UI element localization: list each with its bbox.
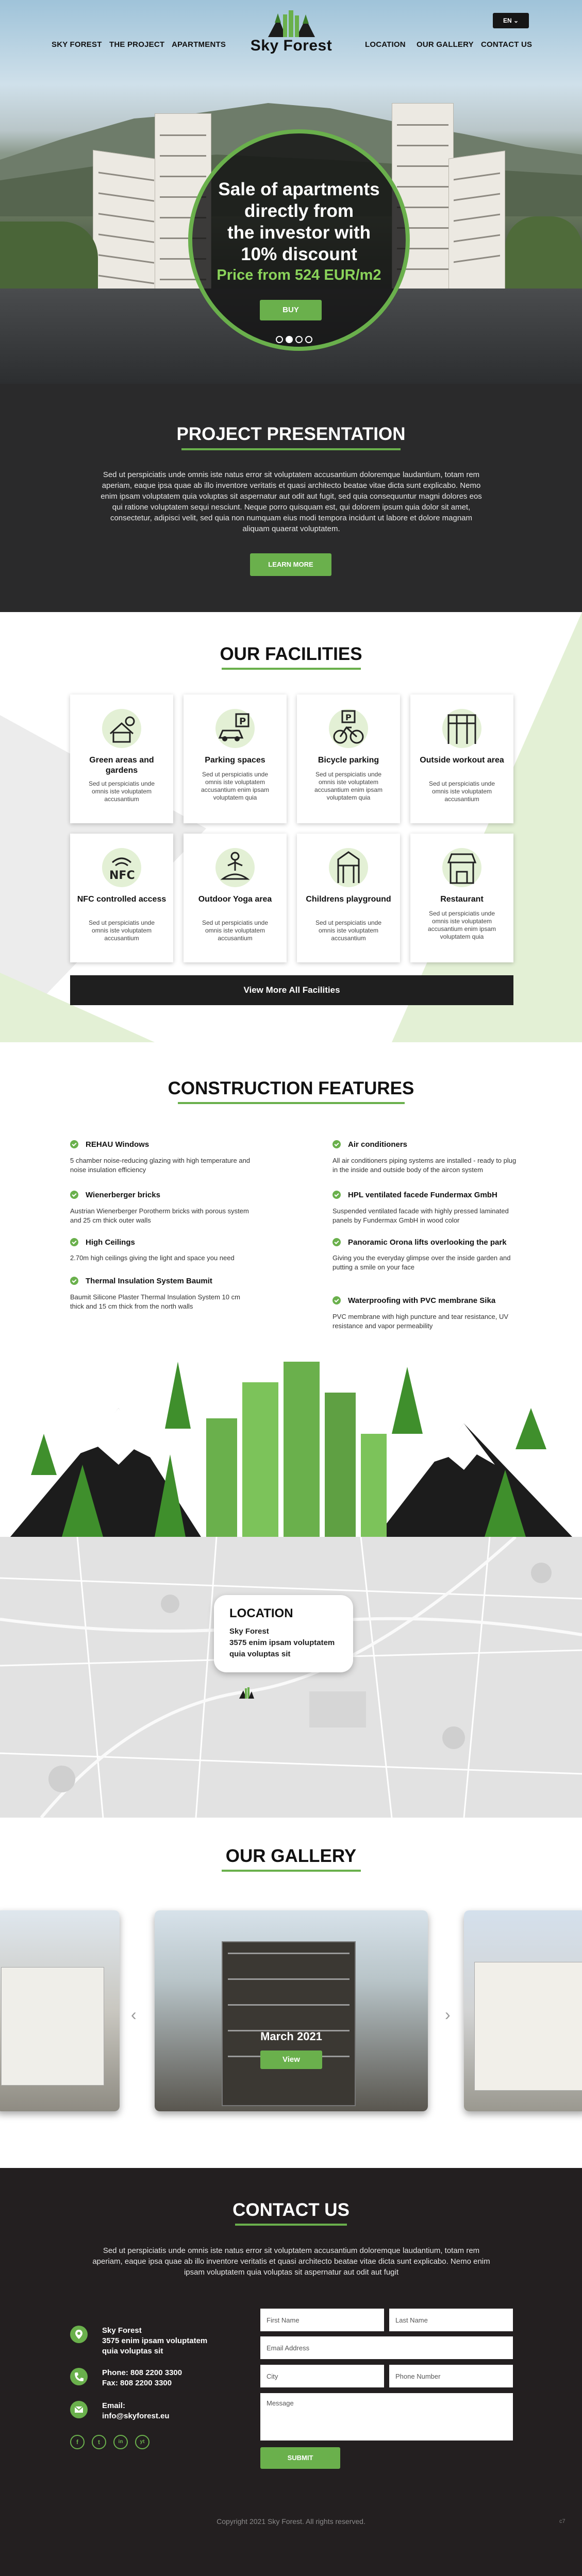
location-line: quia voluptas sit bbox=[229, 1650, 291, 1658]
presentation-title: PROJECT PRESENTATION bbox=[176, 424, 406, 444]
contact-section bbox=[0, 2168, 582, 2576]
building-image bbox=[222, 1941, 356, 2106]
feature-title: Air conditioners bbox=[348, 1140, 408, 1149]
phone-icon bbox=[70, 2368, 88, 2385]
youtube-icon[interactable]: yt bbox=[135, 2435, 149, 2449]
feature-title: REHAU Windows bbox=[86, 1140, 149, 1149]
message-field[interactable] bbox=[260, 2393, 513, 2441]
nav-item-the-project[interactable]: THE PROJECT bbox=[109, 40, 165, 49]
facility-desc: Sed ut perspiciatis unde omnis iste voluptatem accusantium enim ipsam voluptatem quia bbox=[427, 910, 496, 940]
building-image bbox=[474, 1962, 582, 2091]
svg-text:P: P bbox=[239, 716, 246, 727]
email-block bbox=[102, 2401, 170, 2421]
chevron-down-icon: ⌄ bbox=[513, 17, 519, 24]
location-line: 3575 enim ipsam voluptatem bbox=[229, 1638, 335, 1647]
email-label: Email: bbox=[102, 2401, 126, 2410]
title-underline bbox=[222, 668, 361, 670]
contact-title: CONTACT US bbox=[232, 2200, 350, 2220]
logo-text: Sky Forest bbox=[250, 37, 332, 54]
logo-buildings-icon bbox=[265, 7, 317, 38]
gallery-slide[interactable] bbox=[0, 1910, 120, 2111]
email-icon bbox=[70, 2401, 88, 2418]
check-icon bbox=[332, 1296, 341, 1304]
feature-title: High Ceilings bbox=[86, 1238, 135, 1247]
facility-title: Outside workout area bbox=[420, 756, 504, 765]
view-all-facilities-button[interactable]: View More All Facilities bbox=[70, 975, 513, 1005]
forest-illustration bbox=[0, 1346, 582, 1537]
address-line: Sky Forest bbox=[102, 2326, 142, 2335]
svg-text:NFC: NFC bbox=[109, 869, 135, 882]
location-pin-icon bbox=[70, 2326, 88, 2343]
gallery-slide-active[interactable] bbox=[155, 1910, 428, 2111]
yoga-icon bbox=[214, 847, 256, 888]
phone-field[interactable] bbox=[389, 2365, 513, 2387]
title-underline bbox=[222, 1870, 361, 1872]
feature-title: HPL ventilated facede Fundermax GmbH bbox=[348, 1191, 497, 1199]
facility-desc: Sed ut perspiciatis unde omnis iste voluptatem accusantium bbox=[88, 780, 155, 803]
facility-card[interactable] bbox=[410, 834, 513, 962]
chevron-right-icon[interactable]: › bbox=[445, 2005, 451, 2024]
email-link[interactable]: info@skyforest.eu bbox=[102, 2412, 170, 2420]
nfc-icon bbox=[101, 847, 142, 888]
map-pin-icon[interactable] bbox=[238, 1686, 255, 1700]
hero-title-line: Sale of apartments bbox=[218, 179, 380, 199]
check-icon bbox=[70, 1238, 78, 1246]
feature-desc: Giving you the everyday glimpse over the inside garden and putting a smile on your face bbox=[332, 1254, 511, 1271]
location-section bbox=[0, 1537, 582, 1818]
address-line: quia voluptas sit bbox=[102, 2347, 163, 2355]
facilities-section bbox=[0, 612, 582, 1042]
location-line: Sky Forest bbox=[229, 1627, 269, 1636]
facility-card[interactable] bbox=[70, 834, 173, 962]
feature-desc: All air conditioners piping systems are installed - ready to plug in the inside and outside body of the aircon system bbox=[332, 1157, 517, 1174]
check-icon bbox=[332, 1140, 341, 1148]
address-line: 3575 enim ipsam voluptatem bbox=[102, 2336, 208, 2345]
facility-title: Childrens playground bbox=[306, 895, 391, 904]
feature-desc: 2.70m high ceilings giving the light and space you need bbox=[70, 1254, 235, 1262]
facility-desc: Sed ut perspiciatis unde omnis iste voluptatem accusantium bbox=[202, 919, 269, 942]
construction-title: CONSTRUCTION FEATURES bbox=[168, 1078, 414, 1098]
learn-more-button[interactable]: LEARN MORE bbox=[250, 553, 331, 576]
building-right bbox=[448, 150, 505, 297]
facility-card[interactable] bbox=[410, 694, 513, 823]
nav-item-sky-forest[interactable]: SKY FOREST bbox=[52, 40, 102, 49]
hero-title-line: 10% discount bbox=[241, 244, 357, 264]
language-selector[interactable] bbox=[493, 13, 529, 28]
slider-dots bbox=[276, 336, 317, 344]
title-underline bbox=[235, 2224, 347, 2226]
facility-card[interactable] bbox=[184, 834, 287, 962]
workout-icon bbox=[441, 708, 483, 749]
svg-text:P: P bbox=[345, 713, 352, 722]
view-button[interactable]: View bbox=[260, 2050, 322, 2069]
facility-desc: Sed ut perspiciatis unde omnis iste voluptatem accusantium enim ipsam voluptatem quia bbox=[314, 771, 383, 801]
facebook-icon[interactable]: f bbox=[70, 2435, 85, 2449]
linkedin-icon[interactable]: in bbox=[113, 2435, 128, 2449]
bicycle-icon bbox=[328, 708, 369, 749]
phone-number[interactable]: Phone: 808 2200 3300 bbox=[102, 2368, 182, 2377]
check-icon bbox=[70, 1277, 78, 1285]
feature-title: Wienerberger bricks bbox=[86, 1191, 160, 1199]
hero-section bbox=[0, 0, 582, 384]
building-left bbox=[93, 150, 160, 309]
check-icon bbox=[70, 1191, 78, 1199]
nav-item-contact-us[interactable]: CONTACT US bbox=[481, 40, 533, 49]
location-card bbox=[214, 1595, 353, 1672]
slider-dot-active[interactable] bbox=[286, 336, 293, 343]
check-icon bbox=[332, 1238, 341, 1246]
facility-desc: Sed ut perspiciatis unde omnis iste voluptatem accusantium enim ipsam voluptatem quia bbox=[201, 771, 270, 801]
gallery-title: OUR GALLERY bbox=[225, 1846, 357, 1866]
feature-title: Waterproofing with PVC membrane Sika bbox=[348, 1296, 496, 1305]
gallery-slide[interactable] bbox=[464, 1910, 582, 2111]
submit-button[interactable]: SUBMIT bbox=[260, 2447, 340, 2469]
facility-desc: Sed ut perspiciatis unde omnis iste voluptatem accusantium bbox=[428, 780, 495, 803]
gallery-caption: March 2021 bbox=[260, 2030, 322, 2043]
buy-button[interactable]: BUY bbox=[260, 300, 322, 320]
slider-dot[interactable] bbox=[276, 336, 283, 343]
construction-section bbox=[0, 1042, 582, 1537]
presentation-section bbox=[0, 384, 582, 612]
facility-title: NFC controlled access bbox=[77, 895, 167, 904]
city-field[interactable] bbox=[260, 2365, 384, 2387]
feature-desc: Suspended ventilated facade with highly pressed laminated panels by Fundermax GmbH in wood color bbox=[332, 1207, 509, 1224]
copyright: Copyright 2021 Sky Forest. All rights reserved. bbox=[217, 2517, 365, 2526]
title-underline bbox=[178, 1102, 405, 1104]
slider-dot[interactable] bbox=[295, 336, 303, 343]
map-background[interactable] bbox=[0, 1537, 582, 1818]
check-icon bbox=[332, 1191, 341, 1199]
hero-title-line: directly from bbox=[244, 201, 354, 221]
facility-title: Parking spaces bbox=[205, 756, 265, 765]
feature-desc: 5 chamber noise-reducing glazing with high temperature and noise insulation efficiency bbox=[70, 1157, 251, 1174]
chevron-left-icon[interactable]: ‹ bbox=[131, 2005, 137, 2024]
feature-desc: PVC membrane with high puncture and tear resistance, UV resistance and vapor permeability bbox=[332, 1313, 509, 1330]
hero-price: Price from 524 EUR/m2 bbox=[217, 267, 381, 283]
check-icon bbox=[70, 1140, 78, 1148]
gallery-section bbox=[0, 1818, 582, 2168]
location-title: LOCATION bbox=[229, 1606, 293, 1620]
trees-left bbox=[0, 222, 98, 299]
restaurant-icon bbox=[441, 847, 483, 888]
nav-item-apartments[interactable]: APARTMENTS bbox=[172, 40, 226, 49]
corner-mark: c7 bbox=[559, 2518, 566, 2524]
facility-title: Outdoor Yoga area bbox=[198, 895, 272, 904]
facility-card[interactable] bbox=[297, 834, 400, 962]
building-image bbox=[1, 1967, 104, 2086]
contact-text: Sed ut perspiciatis unde omnis iste natus error sit voluptatem accusantium doloremque laudantium, totam rem aperiam, eaque ipsa quae ab illo inventore veritatis et quasi architecto beatae vitae dicta sunt explicabo. Nemo enim ipsam voluptatem quia voluptas sit aspernatur aut odit aut fugit bbox=[92, 2246, 490, 2277]
facility-card[interactable] bbox=[184, 694, 287, 823]
facility-desc: Sed ut perspiciatis unde omnis iste voluptatem accusantium bbox=[315, 919, 382, 942]
facility-desc: Sed ut perspiciatis unde omnis iste voluptatem accusantium bbox=[88, 919, 155, 942]
site-logo[interactable] bbox=[235, 7, 348, 59]
first-name-field[interactable] bbox=[260, 2309, 384, 2331]
hero-title-line: the investor with bbox=[227, 223, 371, 243]
feature-title: Panoramic Orona lifts overlooking the park bbox=[348, 1238, 507, 1247]
facility-title: Green areas and gardens bbox=[89, 756, 154, 775]
last-name-field[interactable] bbox=[389, 2309, 513, 2331]
feature-desc: Baumit Silicone Plaster Thermal Insulation System 10 cm thick and 15 cm thick from the north walls bbox=[70, 1293, 240, 1310]
nav-item-location[interactable]: LOCATION bbox=[365, 40, 406, 49]
facility-title: Restaurant bbox=[440, 895, 484, 904]
twitter-icon[interactable]: t bbox=[92, 2435, 106, 2449]
feature-title: Thermal Insulation System Baumit bbox=[86, 1277, 212, 1285]
title-underline bbox=[181, 448, 401, 450]
garden-icon bbox=[101, 708, 142, 749]
facility-card[interactable] bbox=[70, 694, 173, 823]
language-label: EN bbox=[503, 17, 512, 24]
playground-icon bbox=[328, 847, 369, 888]
address bbox=[102, 2326, 207, 2357]
presentation-text: Sed ut perspiciatis unde omnis iste natus error sit voluptatem accusantium doloremque laudantium, totam rem aperiam, eaque ipsa quae ab illo inventore veritatis et quasi architecto beatae vitae dicta sunt explicabo. Nemo enim ipsam voluptatem quia voluptas sit aspernatur aut odit aut fugit, sed quia consequuntur magni dolores eos qui ratione voluptatem sequi nesciunt. Neque porro quisquam est, qui dolorem ipsum quia dolor sit amet, consectetur, adipisci velit, sed quia non numquam eius modi tempora incidunt ut labore et dolore magnam aliquam quaerat voluptatem. bbox=[101, 470, 482, 533]
slider-dot[interactable] bbox=[305, 336, 312, 343]
trees-right bbox=[505, 216, 582, 299]
parking-icon bbox=[214, 708, 256, 749]
email-field[interactable] bbox=[260, 2336, 513, 2359]
phone-fax bbox=[102, 2368, 182, 2388]
facility-card[interactable] bbox=[297, 694, 400, 823]
hero-title bbox=[204, 179, 394, 265]
facilities-title: OUR FACILITIES bbox=[220, 644, 362, 664]
feature-desc: Austrian Wienerberger Porotherm bricks with porous system and 25 cm thick outer walls bbox=[70, 1207, 249, 1224]
facility-title: Bicycle parking bbox=[318, 756, 379, 765]
fax-number: Fax: 808 2200 3300 bbox=[102, 2379, 172, 2387]
nav-item-our-gallery[interactable]: OUR GALLERY bbox=[417, 40, 474, 49]
